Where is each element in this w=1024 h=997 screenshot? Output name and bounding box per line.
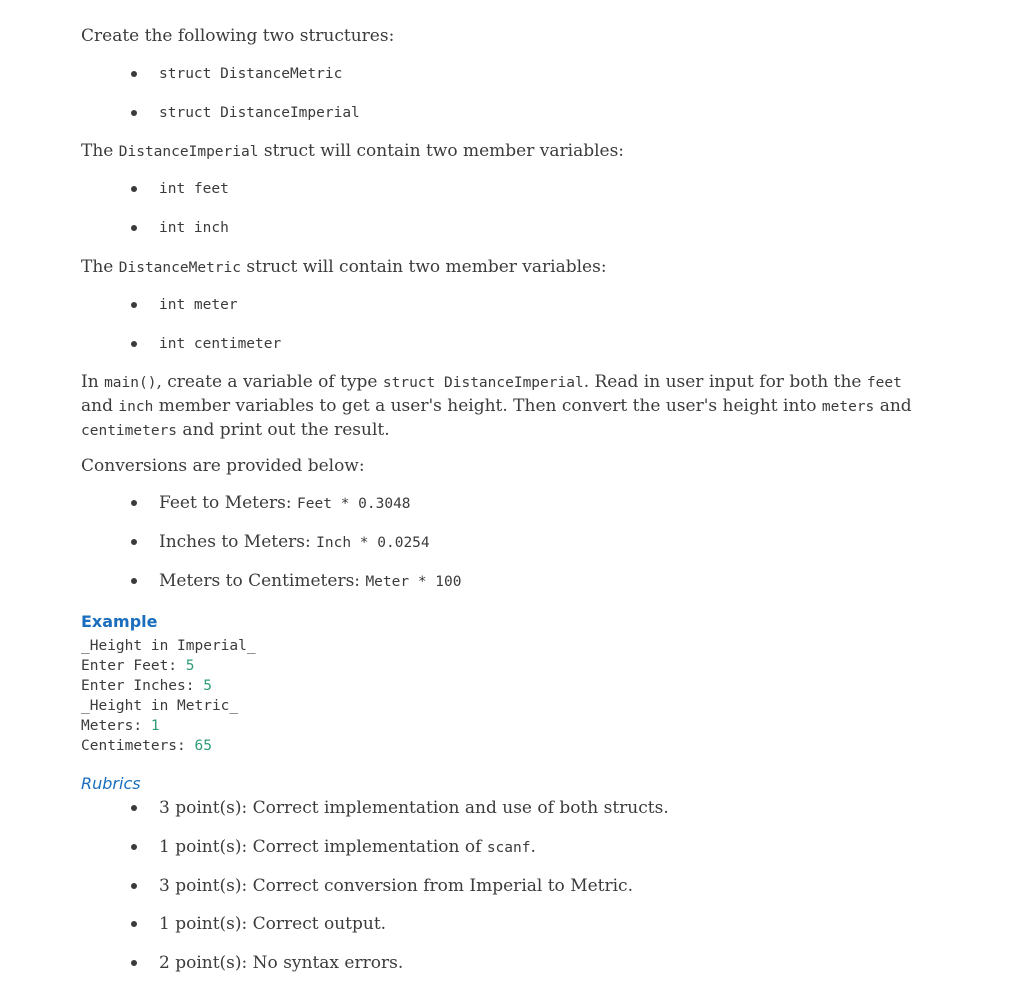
member-variable: int feet [159,181,229,197]
struct-name: struct DistanceImperial [159,105,360,121]
member-variable: int inch [159,220,229,236]
member-variable: int centimeter [159,336,282,352]
example-console-output [81,636,256,756]
metric-paragraph: The DistanceMetric struct will contain two member variables: [81,257,607,277]
member-variable: int meter [159,297,238,313]
example-heading: Example [81,612,158,631]
inline-code: DistanceImperial [118,144,259,160]
formula: Feet * 0.3048 [297,496,411,512]
formula: Meter * 100 [365,574,462,590]
console-line: Enter Feet: 5 [81,658,195,674]
conversions-intro: Conversions are provided below: [81,456,365,476]
inline-code: DistanceMetric [118,260,241,276]
console-line: _Height in Imperial_ [81,638,256,654]
console-line: Enter Inches: 5 [81,678,212,694]
main-paragraph: In main(), create a variable of type struct DistanceImperial. Read in user input for both the feet and inch member variables to get a user's height. Then convert the user's height into meters and centimeters and print out the result. [81,372,912,440]
inline-code: scanf [486,840,531,856]
console-line: Meters: 1 [81,718,160,734]
struct-name: struct DistanceMetric [159,66,343,82]
console-line: Centimeters: 65 [81,738,212,754]
intro-text: Create the following two structures: [81,26,395,46]
console-line: _Height in Metric_ [81,698,239,714]
imperial-paragraph: The DistanceImperial struct will contain two member variables: [81,141,625,161]
rubrics-heading: Rubrics [81,774,141,793]
formula: Inch * 0.0254 [316,535,430,551]
